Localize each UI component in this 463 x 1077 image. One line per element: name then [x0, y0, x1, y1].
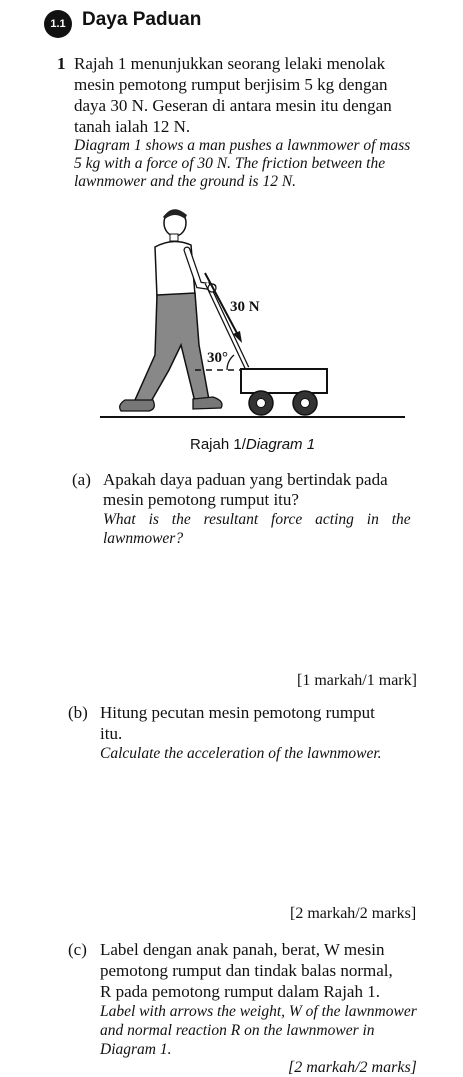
question-english-line: 5 kg with a force of 30 N. The friction between the — [74, 155, 386, 172]
section-title: Daya Paduan — [82, 9, 202, 30]
question-english-line: Diagram 1 shows a man pushes a lawnmower of mass — [74, 137, 411, 154]
angle-label: 30° — [207, 350, 228, 366]
part-a-malay-line: mesin pemotong rumput itu? — [103, 490, 299, 509]
man-shoe-back — [120, 400, 155, 411]
part-b-malay-line: itu. — [100, 724, 123, 743]
man-trousers — [135, 293, 209, 405]
question-malay-line: Rajah 1 menunjukkan seorang lelaki menolak — [74, 54, 386, 73]
question-malay-line: tanah ialah 12 N. — [74, 117, 191, 136]
part-b-marks: [2 markah/2 marks] — [290, 905, 417, 922]
part-c-english-line: Label with arrows the weight, W of the lawnmower — [100, 1003, 417, 1020]
part-a-marks: [1 markah/1 mark] — [297, 672, 417, 689]
part-a-english-line: What is the resultant force acting in the — [103, 511, 411, 528]
part-b-label: (b) — [68, 703, 88, 722]
mower-body — [241, 369, 327, 393]
part-a-english-line: lawnmower? — [103, 530, 184, 547]
part-c-malay-line: pemotong rumput dan tindak balas normal, — [100, 961, 393, 980]
part-c-english-line: and normal reaction R on the lawnmower in — [100, 1022, 375, 1039]
caption-english: Diagram 1 — [245, 436, 316, 453]
part-c-malay-line: Label dengan anak panah, berat, W mesin — [100, 940, 385, 959]
part-b-malay-line: Hitung pecutan mesin pemotong rumput — [100, 703, 375, 722]
part-a-malay-line: Apakah daya paduan yang bertindak pada — [103, 470, 388, 489]
question-malay-line: mesin pemotong rumput berjisim 5 kg dengan — [74, 75, 388, 94]
part-c-english-line: Diagram 1. — [100, 1041, 172, 1058]
part-b-english-line: Calculate the acceleration of the lawnmower. — [100, 745, 382, 762]
part-c-label: (c) — [68, 940, 87, 959]
part-c-marks: [2 markah/2 marks] — [288, 1059, 417, 1076]
question-english-line: lawnmower and the ground is 12 N. — [74, 173, 297, 190]
question-malay-line: daya 30 N. Geseran di antara mesin itu dengan — [74, 96, 392, 115]
man-shoe-front — [193, 397, 222, 409]
diagram-caption — [190, 436, 315, 453]
caption-malay: Rajah 1/ — [190, 436, 246, 453]
angle-arc — [227, 355, 234, 370]
part-c-malay-line: R pada pemotong rumput dalam Rajah 1. — [100, 982, 380, 1001]
section-badge: 1.1 — [44, 10, 72, 38]
force-label: 30 N — [230, 299, 260, 315]
question-number: 1 — [57, 54, 66, 73]
part-a-label: (a) — [72, 470, 91, 489]
